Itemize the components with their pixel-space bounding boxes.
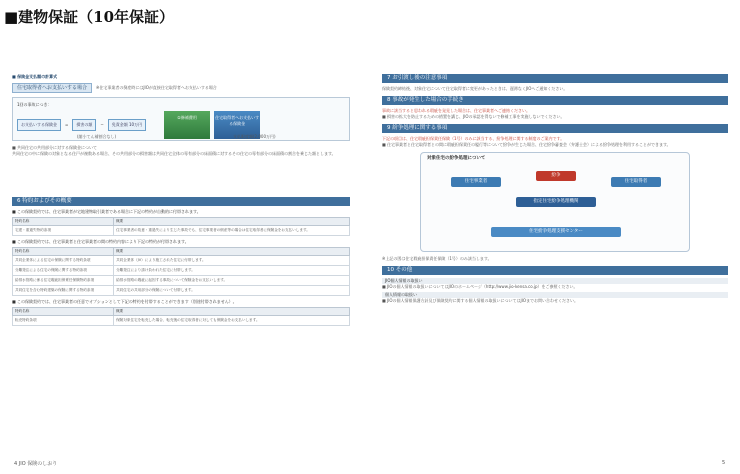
cell: 共同企業体による住宅の保険に関する特約条項: [13, 256, 114, 266]
payout-cube: 住宅取得者へお支払いする保険金: [214, 111, 260, 139]
formula-heading: ■ 保険金支払額の計算式: [12, 74, 58, 79]
table-row: [13, 256, 350, 266]
cell: 住宅事業者の故意・重過失により生じた事故でも、住宅事業者の倒産等の場合は住宅取得者に保険金をお支払いします。: [114, 226, 350, 236]
diagram-title: 対象住宅の紛争処理について: [427, 156, 486, 161]
s6-intro-a: ■ この保険契約では、住宅事業者が宅地建物取引業者である場合に下記の特約が自動的に付帯されます。: [12, 209, 201, 214]
dispute-diagram: [420, 152, 690, 252]
table-contract-rider: [12, 247, 350, 296]
cell: 共同住宅を含む特約建築の保険に関する特約条項: [13, 286, 114, 296]
table-row: [13, 286, 350, 296]
section-9-header: 9 紛争処理に関する事項: [382, 124, 728, 133]
s10-text-a: ■ JIOの個人情報の取扱いについてはJIOのホームページ（http://www.jio-kensa.co.jp）をご参照ください。: [382, 284, 578, 289]
left-column: [12, 74, 350, 326]
col-header: 特約名称: [13, 308, 114, 316]
col-header: 概要: [114, 218, 350, 226]
cell: 宅建・重過失特約条項: [13, 226, 114, 236]
s8-red-text: 事故に該当すると思われる瑕疵を発見した場合は、住宅事業者へご連絡ください。: [382, 108, 530, 113]
support-center-node: 住宅紛争処理支援センター: [491, 227, 621, 237]
col-header: 概要: [114, 248, 350, 256]
cell: 給排水管路に係る住宅瑕疵担保責任保険特約条項: [13, 276, 114, 286]
section-10-header: 10 その他: [382, 266, 728, 275]
recipient-box: 住宅取得者へお支払いする場合: [12, 83, 92, 93]
deductible-box: 免責金額 10万円: [108, 119, 146, 131]
footer-right: 5: [722, 460, 726, 466]
formula-label: 1回の事故につき：: [17, 102, 52, 107]
section-6-header: 6 特約およびその概要: [12, 197, 350, 206]
table-row: [13, 266, 350, 276]
table-row: [13, 276, 350, 286]
col-header: 特約名称: [13, 218, 114, 226]
cell: 給排水管路の瑕疵に起因する事故について保険金をお支払いします。: [114, 276, 350, 286]
limit-label: 支払限度額(2,000万円): [233, 134, 276, 139]
recipient-note: ※住宅事業者の倒産時にはJIOが直接住宅取得者へお支払いする場合: [96, 85, 217, 90]
builder-node: 住宅事業者: [451, 177, 501, 187]
s9-red-text: 下記の項目は、住宅瑕疵担保責任保険（1号）のみに該当する、紛争処理に関する制度のご案内です。: [382, 136, 565, 141]
footer-left: 4 JIO 保険のしおり: [14, 461, 58, 467]
s9-text: ■ 住宅事業者と住宅取得者との間に瑕疵担保責任の履行等について紛争が生じた場合、住宅紛争審査会（弁護士会）による紛争処理を利用することができます。: [382, 142, 671, 147]
table-optional-rider: [12, 307, 350, 326]
col-header: 概要: [114, 308, 350, 316]
rate-note: (縮小てん補割合なし): [77, 134, 117, 139]
owner-node: 住宅取得者: [611, 177, 661, 187]
s8-text: ■ 損害の拡大を防止するための措置を講じ、JIOの承認を得ないで修補工事を実施しないでください。: [382, 114, 565, 119]
table-row: [13, 226, 350, 236]
col-header: 特約名称: [13, 248, 114, 256]
cell: 分離発注により請け負われた住宅に付帯します。: [114, 266, 350, 276]
s10-sub-a: JIO個人情報の取扱い: [382, 278, 728, 284]
s7-text: 保険契約締結後、対象住宅について住宅取得者に変更があったときは、遅滞なくJIOへご通知ください。: [382, 86, 568, 91]
s10-text-b: ■ JIOの個人情報保護方針及び保険契約に関する個人情報の取扱いについてはJIOまでお問い合わせください。: [382, 298, 578, 303]
table-row: [13, 316, 350, 326]
s10-sub-b: 個人情報の取扱い: [382, 292, 728, 298]
agency-node: 指定住宅紛争処理機関: [516, 197, 596, 207]
payment-box: お支払いする保険金: [17, 119, 61, 131]
cell: 共同住宅の共用部分の保険について付帯します。: [114, 286, 350, 296]
table-auto-rider: [12, 217, 350, 236]
shared-area-notes: ■ 共同住宅の共用部分に対する保険金について 共同住宅の中に保険の対象となる住戸が複数ある場合、その共用部分の損害額は共同住宅全体の専有部分の床面積に対するその住宅の専有部分の床面積の割合を乗じた額とします。: [12, 145, 336, 156]
s6-intro-b: ■ この保険契約では、住宅事業者と住宅事業者の間の特約内容により下記の特約が付帯されます。: [12, 239, 189, 244]
cell: 分離発注による住宅の保険に関する特約条項: [13, 266, 114, 276]
repair-cost-cube: ①修補費用: [164, 111, 210, 139]
page-title: ■建物保証（10年保証）: [4, 8, 175, 26]
dispute-node: 紛争: [536, 171, 576, 181]
section-7-header: 7 お引渡し後の注意事項: [382, 74, 728, 83]
right-column: [382, 74, 728, 304]
cell: 共同企業体（JV）により施工された住宅に付帯します。: [114, 256, 350, 266]
formula-box: 1回の事故につき： お支払いする保険金 = 損害の額 − 免責金額 10万円 ①修補費用 住宅取得者へお支払いする保険金 (縮小てん補割合なし) 支払限度額(2,000万円): [12, 97, 350, 141]
cell: 保険対象住宅を転売した場合、転売後の住宅取得者に対しても保険金をお支払いします。: [114, 316, 350, 326]
cost-box: 損害の額: [72, 119, 96, 131]
cell: 転売特約条項: [13, 316, 114, 326]
diagram-note: ※上記の図は住宅瑕疵担保責任保険（1号）のみ該当します。: [382, 256, 492, 261]
section-8-header: 8 事故が発生した場合の手続き: [382, 96, 728, 105]
s6-intro-c: ■ この保険契約では、住宅事業者の任意でオプションとして下記の特約を付帯することができます（別途付帯されません）。: [12, 299, 237, 304]
